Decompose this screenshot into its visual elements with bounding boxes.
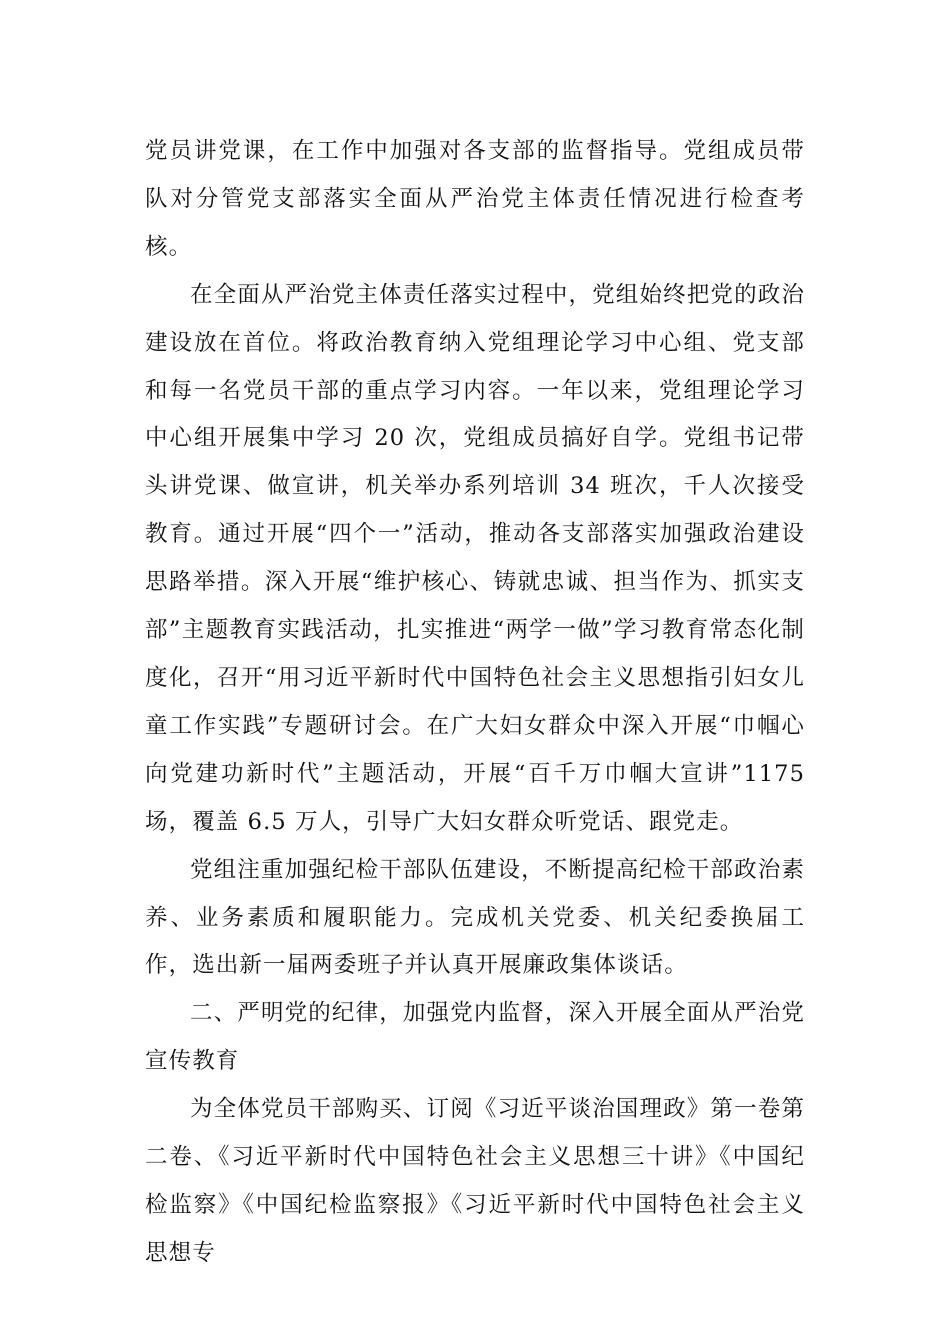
paragraph-3: 党组注重加强纪检干部队伍建设，不断提高纪检干部政治素养、业务素质和履职能力。完成机关党委、机关纪委换届工作，选出新一届两委班子并认真开展廉政集体谈话。 <box>145 856 805 979</box>
document-body <box>145 128 805 1278</box>
section-heading-2: 二、严明党的纪律，加强党内监督，深入开展全面从严治党宣传教育 <box>145 1000 805 1075</box>
paragraph-1: 党员讲党课，在工作中加强对各支部的监督指导。党组成员带队对分管党支部落实全面从严治党主体责任情况进行检查考核。 <box>145 138 805 260</box>
paragraph-5: 为全体党员干部购买、订阅《习近平谈治国理政》第一卷第二卷、《习近平新时代中国特色社会主义思想三十讲》《中国纪检监察》《中国纪检监察报》《习近平新时代中国特色社会主义思想专 <box>145 1096 805 1266</box>
paragraph-2: 在全面从严治党主体责任落实过程中，党组始终把党的政治建设放在首位。将政治教育纳入党组理论学习中心组、党支部和每一名党员干部的重点学习内容。一年以来，党组理论学习中心组开展集中学习 20 次，党组成员搞好自学。党组书记带头讲党课、做宣讲，机关举办系列培训 34 班次，千人次接受教育。通过开展“四个一”活动，推动各支部落实加强政治建设思路举措。深入开展“维护核心、铸就忠诚、担当作为、抓实支部”主题教育实践活动，扎实推进“两学一做”学习教育常态化制度化，召开“用习近平新时代中国特色社会主义思想指引妇女儿童工作实践”专题研讨会。在广大妇女群众中深入开展“巾帼心向党建功新时代”主题活动，开展“百千万巾帼大宣讲”1175 场，覆盖 6.5 万人，引导广大妇女群众听党话、跟党走。 <box>145 281 805 835</box>
